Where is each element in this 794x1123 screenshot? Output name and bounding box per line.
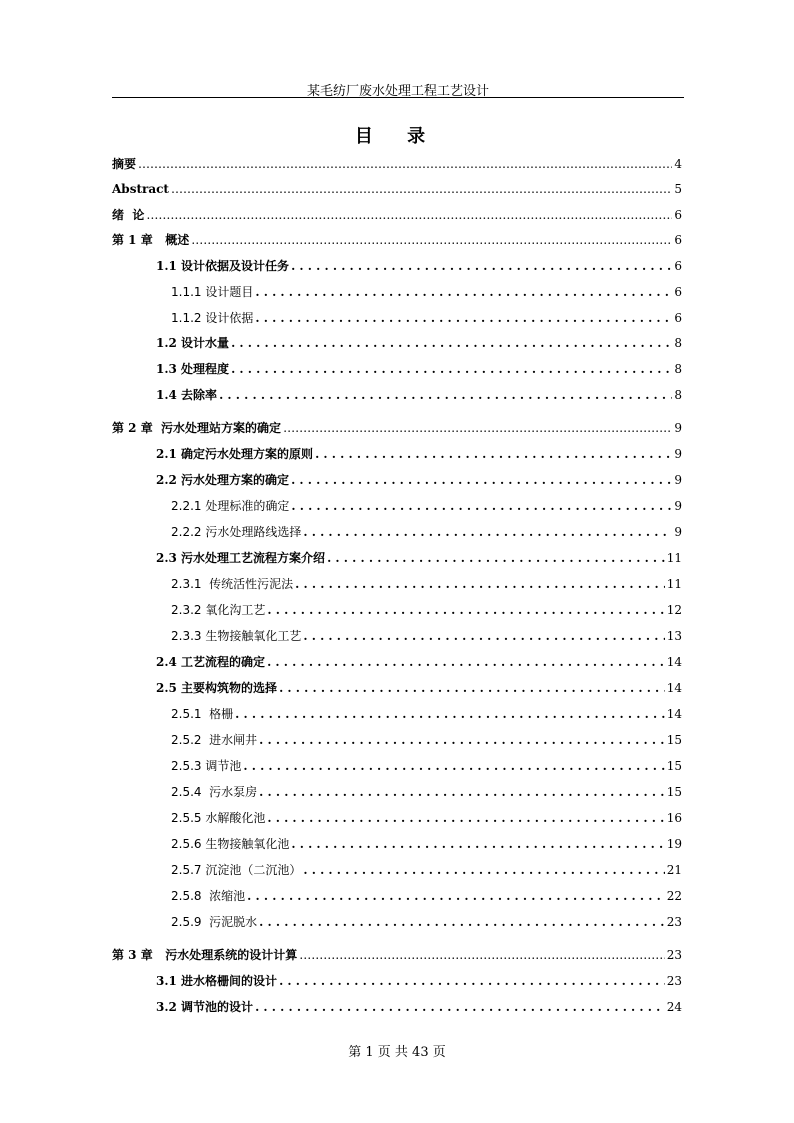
leader-dots [303, 862, 664, 878]
leader-dots [255, 284, 672, 300]
leader-dots [191, 232, 672, 248]
leader-dots [259, 784, 665, 800]
toc-entry-page: 6 [674, 208, 682, 222]
toc-entry-label: 2.5.7 沉淀池（二沉池） [171, 863, 302, 877]
toc-entry-page: 8 [674, 362, 682, 376]
toc-entry-label: 2.5.9 污泥脱水 [171, 915, 258, 929]
toc-entry-label: 1.1 设计依据及设计任务 [156, 259, 290, 273]
leader-dots [283, 420, 672, 436]
page-footer: 第 1 页 共 43 页 [348, 1045, 446, 1060]
toc-entry-label: 2.5.4 污水泵房 [171, 785, 258, 799]
toc-entry[interactable] [171, 836, 682, 852]
leader-dots [267, 810, 664, 826]
leader-dots [243, 758, 664, 774]
running-header: 某毛纺厂废水处理工程工艺设计 [306, 84, 489, 99]
toc-entry-page: 11 [666, 577, 682, 591]
toc-entry[interactable] [171, 810, 682, 826]
toc-entry-page: 8 [674, 336, 682, 350]
toc-entry[interactable] [112, 181, 682, 197]
toc-entry-label: 2.3.3 生物接触氧化工艺 [171, 629, 302, 643]
toc-entry-label: 2.3.2 氧化沟工艺 [171, 603, 266, 617]
toc-entry-page: 15 [666, 733, 682, 747]
toc-entry[interactable] [156, 999, 682, 1015]
toc-entry-label: 3.1 进水格栅间的设计 [156, 974, 278, 988]
toc-entry-page: 24 [666, 1000, 682, 1014]
toc-entry[interactable] [112, 947, 682, 963]
leader-dots [291, 836, 664, 852]
toc-entry-page: 21 [666, 863, 682, 877]
leader-dots [299, 947, 664, 963]
leader-dots [315, 446, 672, 462]
toc-entry[interactable] [171, 732, 682, 748]
toc-entry-page: 16 [666, 811, 682, 825]
toc-entry-page: 5 [674, 182, 682, 196]
toc-entry[interactable] [171, 888, 682, 904]
leader-dots [303, 524, 672, 540]
toc-entry-page: 19 [666, 837, 682, 851]
toc-entry[interactable] [171, 576, 682, 592]
toc-entry[interactable] [156, 258, 682, 274]
toc-entry-page: 6 [674, 259, 682, 273]
toc-entry-page: 8 [674, 388, 682, 402]
toc-entry[interactable] [171, 602, 682, 618]
toc-entry-page: 6 [674, 233, 682, 247]
leader-dots [303, 628, 664, 644]
toc-entry-label: 摘要 [112, 157, 137, 171]
toc-entry-page: 22 [666, 889, 682, 903]
toc-entry[interactable] [112, 207, 682, 223]
toc-entry[interactable] [156, 680, 682, 696]
toc-entry-page: 23 [666, 974, 682, 988]
toc-entry-label: 绪 论 [112, 208, 145, 222]
toc-entry-label: 第 1 章 概述 [112, 233, 190, 247]
toc-entry-page: 23 [666, 915, 682, 929]
toc-entry[interactable] [112, 156, 682, 172]
toc-entry[interactable] [171, 862, 682, 878]
toc-entry-page: 9 [674, 421, 682, 435]
toc-entry-page: 11 [666, 551, 682, 565]
toc-entry-page: 9 [674, 447, 682, 461]
toc-entry-page: 15 [666, 785, 682, 799]
toc-entry[interactable] [156, 387, 682, 403]
toc-entry-label: 2.5.1 格栅 [171, 707, 234, 721]
toc-entry-label: 1.2 设计水量 [156, 336, 230, 350]
toc-entry-page: 9 [674, 499, 682, 513]
toc-entry-label: 2.2 污水处理方案的确定 [156, 473, 290, 487]
toc-entry[interactable] [171, 524, 682, 540]
leader-dots [171, 181, 672, 197]
toc-entry-label: 1.1.1 设计题目 [171, 285, 254, 299]
toc-entry-page: 15 [666, 759, 682, 773]
leader-dots [231, 335, 672, 351]
toc-entry[interactable] [156, 335, 682, 351]
toc-entry[interactable] [156, 654, 682, 670]
toc-entry[interactable] [156, 361, 682, 377]
toc-entry[interactable] [171, 284, 682, 300]
leader-dots [255, 999, 665, 1015]
toc-entry[interactable] [112, 232, 682, 248]
toc-entry-label: 3.2 调节池的设计 [156, 1000, 254, 1014]
leader-dots [259, 732, 665, 748]
toc-entry-label: 2.2.2 污水处理路线选择 [171, 525, 302, 539]
toc-entry-label: 第 2 章 污水处理站方案的确定 [112, 421, 282, 435]
toc-entry[interactable] [156, 472, 682, 488]
toc-entry-label: 2.5.2 进水闸井 [171, 733, 258, 747]
toc-entry-label: 2.5.6 生物接触氧化池 [171, 837, 290, 851]
toc-entry-page: 4 [674, 157, 682, 171]
leader-dots [219, 387, 672, 403]
toc-entry-page: 14 [666, 707, 682, 721]
leader-dots [291, 498, 672, 514]
toc-entry-page: 14 [666, 681, 682, 695]
toc-entry[interactable] [171, 784, 682, 800]
toc-entry-label: 1.4 去除率 [156, 388, 218, 402]
leader-dots [327, 550, 665, 566]
toc-entry-label: 2.4 工艺流程的确定 [156, 655, 266, 669]
toc-entry-page: 9 [674, 525, 682, 539]
toc-entry[interactable] [156, 550, 682, 566]
toc-title: 目 录 [354, 126, 440, 147]
toc-entry-label: 2.5.5 水解酸化池 [171, 811, 266, 825]
leader-dots [291, 472, 672, 488]
toc-entry[interactable] [171, 914, 682, 930]
toc-entry-page: 23 [666, 948, 682, 962]
leader-dots [231, 361, 672, 377]
toc-entry[interactable] [171, 498, 682, 514]
leader-dots [267, 602, 664, 618]
toc-entry-label: 2.5 主要构筑物的选择 [156, 681, 278, 695]
toc-entry-label: 2.5.3 调节池 [171, 759, 242, 773]
toc-entry[interactable] [171, 758, 682, 774]
leader-dots [138, 156, 672, 172]
toc-entry[interactable] [171, 310, 682, 326]
toc-entry-page: 6 [674, 285, 682, 299]
toc-entry-page: 6 [674, 311, 682, 325]
toc-entry[interactable] [156, 446, 682, 462]
leader-dots [146, 207, 672, 223]
leader-dots [247, 888, 665, 904]
toc-entry[interactable] [156, 973, 682, 989]
leader-dots [279, 680, 665, 696]
leader-dots [259, 914, 665, 930]
toc-entry[interactable] [112, 420, 682, 436]
toc-entry-label: 2.2.1 处理标准的确定 [171, 499, 290, 513]
leader-dots [267, 654, 665, 670]
toc-entry-page: 9 [674, 473, 682, 487]
toc-entry-label: 1.3 处理程度 [156, 362, 230, 376]
toc-entry-label: 1.1.2 设计依据 [171, 311, 254, 325]
toc-entry-label: 2.3 污水处理工艺流程方案介绍 [156, 551, 326, 565]
leader-dots [279, 973, 665, 989]
leader-dots [235, 706, 665, 722]
toc-entry-page: 12 [666, 603, 682, 617]
toc-entry-page: 14 [666, 655, 682, 669]
toc-entry-label: 2.3.1 传统活性污泥法 [171, 577, 294, 591]
leader-dots [295, 576, 665, 592]
toc-entry-label: 第 3 章 污水处理系统的设计计算 [112, 948, 298, 962]
leader-dots [291, 258, 672, 274]
toc-entry[interactable] [171, 706, 682, 722]
toc-entry-label: 2.1 确定污水处理方案的原则 [156, 447, 314, 461]
toc-entry[interactable] [171, 628, 682, 644]
toc-entry-page: 13 [666, 629, 682, 643]
toc-entry-label: Abstract [112, 182, 169, 196]
toc-entry-label: 2.5.8 浓缩池 [171, 889, 246, 903]
leader-dots [255, 310, 672, 326]
